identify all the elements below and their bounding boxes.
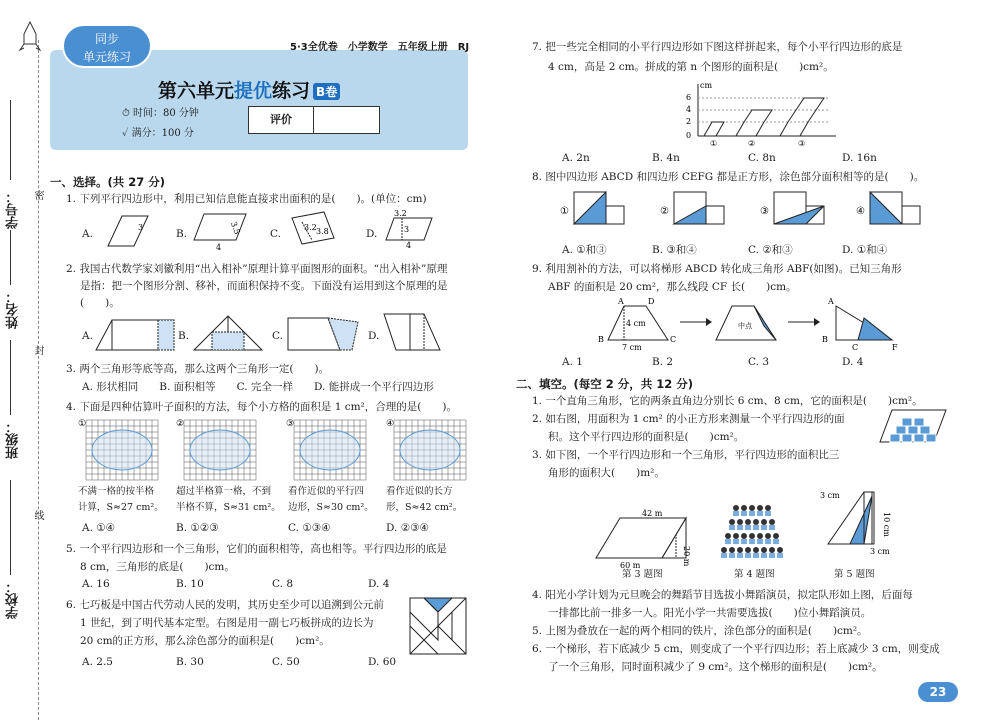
rocket-icon: [20, 22, 40, 52]
cap5: 第 5 题图: [834, 569, 875, 580]
q2-opt-b[interactable]: B.: [178, 330, 190, 342]
cap4: 第 4 题图: [734, 569, 775, 580]
section-1-heading: 一、选择。(共 27 分): [50, 175, 166, 189]
q2-figure-d: [384, 312, 444, 352]
svg-text:④: ④: [856, 206, 865, 217]
q2-figure-b: [194, 312, 264, 352]
q1-opt-a[interactable]: A.: [82, 228, 93, 240]
q5-opt-a[interactable]: A. 16: [82, 578, 110, 590]
svg-text:4: 4: [406, 241, 412, 250]
dancer: [753, 519, 759, 525]
q6-line2: 1 世纪，到了明代基本定型。右图是用一副七巧板拼成的边长为: [80, 617, 374, 629]
q7-line1: 7. 把一些完全相同的小平行四边形如下图这样拼起来，每个小平行四边形的底是: [532, 41, 903, 53]
q4-grids: [78, 416, 468, 482]
svg-text:3.5: 3.5: [228, 220, 242, 236]
f5-text: 5. 上图为叠放在一起的两个相同的铁片，涂色部分的面积是( )cm²。: [532, 625, 868, 637]
q9-line2: ABF 的面积是 20 cm²，那么线段 CF 长( )cm。: [548, 281, 797, 293]
q8-opt-b[interactable]: B. ③和④: [652, 244, 697, 256]
q8-figure-1: [560, 192, 624, 224]
school-field[interactable]: [10, 480, 11, 575]
svg-text:F: F: [892, 343, 898, 352]
f4-dancers: [712, 500, 792, 560]
name-label: 姓名：: [6, 290, 21, 329]
q1-figure-a: [108, 214, 148, 248]
dancer: [741, 533, 747, 539]
q4-c4-line2: 形，S≈42 cm²。: [386, 502, 463, 513]
class-field[interactable]: [10, 340, 11, 415]
q8-figure-4: [856, 192, 920, 224]
school-label: 学校：: [6, 580, 21, 619]
f6-line1: 6. 一个梯形，若下底减少 5 cm，则变成了一个平行四边形；若上底减少 3 cm，则变成: [532, 643, 940, 655]
f6-line2: 了一个三角形，同时面积减少了 9 cm²。这个梯形的面积是( )cm²。: [548, 661, 883, 673]
q2-figure-c: [288, 312, 358, 352]
cut-line: [38, 40, 39, 720]
q4-grid-num: ④: [386, 419, 395, 429]
dancer: [757, 505, 763, 511]
unit-square: [920, 426, 930, 434]
svg-text:3.2: 3.2: [304, 223, 317, 232]
f3-line1: 3. 如下图，一个平行四边形和一个三角形，平行四边形的面积比三: [532, 449, 840, 461]
q3-text: 3. 两个三角形等底等高，那么这两个三角形一定( )。: [66, 363, 330, 375]
q9-opt-b[interactable]: B. 2: [652, 356, 674, 368]
series-label: 5·3全优卷 小学数学 五年级上册 RJ: [290, 42, 470, 53]
svg-text:①: ①: [560, 206, 569, 217]
evaluation-box[interactable]: 评价: [248, 106, 380, 134]
svg-text:3: 3: [404, 225, 410, 234]
svg-text:7 cm: 7 cm: [622, 343, 642, 352]
q2-opt-a[interactable]: A.: [82, 330, 93, 342]
q7-line2: 4 cm，高是 2 cm。拼成的第 n 个图形的面积是( )cm²。: [548, 61, 834, 73]
unit-square: [914, 418, 924, 426]
q4-c3-line1: 看作近似的平行四: [288, 486, 365, 497]
f2-figure: [880, 408, 946, 444]
svg-text:3.8: 3.8: [316, 227, 329, 236]
dancer: [725, 533, 731, 539]
binding-gutter: [0, 0, 48, 726]
section-2-heading: 二、填空。(每空 2 分，共 12 分): [516, 377, 694, 391]
q4-grid-1: [78, 419, 158, 480]
q4-grid-num: ③: [286, 419, 295, 429]
f2-line1: 2. 如右图，用面积为 1 cm² 的小正方形来测量一个平行四边形的面: [532, 413, 845, 425]
q9-opt-c[interactable]: C. 3: [748, 356, 770, 368]
q3-options[interactable]: A. 形状相同 B. 面积相等 C. 完全一样 D. 能拼成一个平行四边形: [82, 381, 434, 393]
q4-c1-line2: 计算，S≈27 cm²。: [78, 502, 164, 513]
svg-text:3 cm: 3 cm: [820, 491, 840, 500]
unit-square: [902, 434, 912, 442]
q9-figure: [596, 298, 896, 352]
f3-figure: [596, 509, 692, 570]
svg-text:C: C: [852, 343, 859, 352]
q4-text: 4. 下面是四种估算叶子面积的方法，每个小方格的面积是 1 cm²，合理的是( )。: [66, 401, 457, 413]
dancer: [769, 519, 775, 525]
q1-opt-b[interactable]: B.: [176, 228, 188, 240]
q4-opt-b[interactable]: B. ①②③: [176, 522, 219, 534]
q5-opt-d[interactable]: D. 4: [368, 578, 390, 590]
q4-c2-line1: 超过半格算一格，不到: [176, 486, 272, 497]
q4-opt-a[interactable]: A. ①④: [82, 522, 116, 534]
dancer: [741, 505, 747, 511]
q4-opt-c[interactable]: C. ①③④: [288, 522, 331, 534]
unit-square: [896, 426, 906, 434]
q8-figures: [560, 188, 980, 234]
q4-opt-d[interactable]: D. ②③④: [386, 522, 429, 534]
q1-figure-c: [288, 212, 338, 246]
svg-text:中点: 中点: [738, 322, 752, 330]
svg-text:B: B: [598, 335, 604, 344]
q5-opt-b[interactable]: B. 10: [176, 578, 204, 590]
dancer: [777, 547, 783, 553]
q8-figure-2: [660, 192, 724, 224]
q4-c1-line1: 不满一格的按半格: [78, 486, 155, 497]
page-number: 23: [918, 682, 958, 702]
id-label: 学号：: [6, 190, 21, 229]
svg-text:60 m: 60 m: [620, 561, 641, 570]
f3-line2: 角形的面积大( )m²。: [548, 467, 665, 479]
mi-mark: 密: [32, 190, 43, 200]
svg-text:6: 6: [686, 93, 692, 102]
dancer: [737, 547, 743, 553]
dancer: [745, 547, 751, 553]
svg-text:A: A: [618, 297, 624, 306]
dancer: [745, 519, 751, 525]
svg-text:20 m: 20 m: [682, 546, 691, 567]
q1-text: 1. 下列平行四边形中，利用已知信息能直接求出面积的是( )。(单位：cm): [66, 193, 427, 205]
svg-text:4: 4: [216, 243, 222, 252]
q1-figure-b: [194, 212, 250, 250]
unit-square: [914, 434, 924, 442]
leaf-shape: [400, 430, 460, 470]
dancer: [761, 547, 767, 553]
q4-grid-num: ②: [176, 419, 185, 429]
q7-opt-b[interactable]: B. 4n: [652, 152, 680, 164]
svg-text:42 m: 42 m: [642, 509, 663, 518]
dancer: [769, 547, 775, 553]
dancer: [753, 547, 759, 553]
leaf-shape: [190, 430, 250, 470]
q4-grid-num: ①: [78, 419, 87, 429]
svg-text:②: ②: [748, 139, 756, 148]
q7-opt-a[interactable]: A. 2n: [562, 152, 590, 164]
svg-text:3: 3: [138, 223, 144, 232]
q6-opt-a[interactable]: A. 2.5: [82, 656, 113, 668]
q9-opt-a[interactable]: A. 1: [562, 356, 583, 368]
svg-text:D: D: [648, 297, 655, 306]
q6-line1: 6. 七巧板是中国古代劳动人民的发明，其历史至少可以追溯到公元前: [66, 599, 384, 611]
q7-figure: [678, 80, 838, 148]
svg-text:cm: cm: [700, 81, 713, 90]
q4-c3-line2: 边形，S≈30 cm²。: [288, 502, 374, 513]
svg-text:10 cm: 10 cm: [882, 512, 891, 537]
dancer: [765, 505, 771, 511]
name-field[interactable]: [10, 230, 11, 285]
svg-text:2: 2: [686, 117, 692, 126]
f5-figure: [820, 488, 900, 554]
dancer: [773, 533, 779, 539]
q8-opt-d[interactable]: D. ①和④: [842, 244, 888, 256]
dancer: [721, 547, 727, 553]
q8-opt-a[interactable]: A. ①和③: [562, 244, 607, 256]
q1-opt-c[interactable]: C.: [270, 228, 281, 240]
svg-text:4: 4: [686, 105, 692, 114]
unit-square: [902, 418, 912, 426]
svg-text:③: ③: [760, 206, 769, 217]
time-info: ⏱ 时间：80 分钟: [122, 108, 199, 119]
q1-opt-d[interactable]: D.: [366, 228, 378, 240]
f1-text: 1. 一个直角三角形，它的两条直角边分别长 6 cm、8 cm，它的面积是( )cm²。: [532, 395, 923, 407]
page-title: 第六单元提优练习 B卷: [158, 76, 340, 103]
f2-line2: 积。这个平行四边形的面积是( )cm²。: [548, 431, 745, 443]
q2-opt-d[interactable]: D.: [368, 330, 380, 342]
dancer: [737, 519, 743, 525]
id-field[interactable]: [10, 100, 11, 180]
q4-grid-4: [386, 419, 466, 480]
q6-tangram: [410, 598, 466, 654]
leaf-shape: [300, 430, 360, 470]
q6-opt-d[interactable]: D. 60: [368, 656, 397, 668]
q6-opt-b[interactable]: B. 30: [176, 656, 204, 668]
leaf-shape: [92, 430, 152, 470]
q2-opt-c[interactable]: C.: [272, 330, 283, 342]
svg-text:4 cm: 4 cm: [626, 319, 646, 328]
dancer: [733, 505, 739, 511]
q5-line2: 8 cm，三角形的底是( )cm。: [80, 561, 235, 573]
f4-line1: 4. 阳光小学计划为元旦晚会的舞蹈节目选拔小舞蹈演员，拟定队形如上图，后面每: [532, 589, 913, 601]
dancer: [757, 533, 763, 539]
dancer: [733, 533, 739, 539]
svg-text:A: A: [828, 297, 834, 306]
q9-opt-d[interactable]: D. 4: [842, 356, 864, 368]
q2-figure-a: [96, 318, 176, 352]
q8-opt-c[interactable]: C. ②和③: [748, 244, 793, 256]
q6-opt-c[interactable]: C. 50: [272, 656, 300, 668]
q2-line1: 2. 我国古代数学家刘徽利用“出入相补”原理计算平面图形的面积。“出入相补”原理: [66, 263, 448, 275]
q4-c4-line1: 看作近似的长方: [386, 486, 453, 497]
q8-text: 8. 图中四边形 ABCD 和四边形 CEFG 都是正方形，涂色部分面积相等的是( )。: [532, 171, 925, 183]
svg-text:3 cm: 3 cm: [870, 547, 890, 556]
svg-text:C: C: [670, 335, 677, 344]
q7-opt-d[interactable]: D. 16n: [842, 152, 877, 164]
q4-grid-2: [176, 419, 256, 480]
svg-text:③: ③: [798, 139, 806, 148]
unit-square: [908, 426, 918, 434]
q7-opt-c[interactable]: C. 8n: [748, 152, 776, 164]
q2-line3: ( )。: [80, 297, 120, 309]
dancer: [749, 505, 755, 511]
unit-square: [890, 434, 900, 442]
q4-grid-3: [286, 419, 366, 480]
xian-mark: 线: [32, 510, 43, 520]
score-info: ✓ 满分：100 分: [122, 128, 194, 139]
svg-text:②: ②: [660, 206, 669, 217]
feng-mark: 封: [32, 345, 43, 355]
dancer: [729, 547, 735, 553]
class-label: 班级：: [6, 420, 21, 459]
sync-badge: 同步 单元练习: [62, 24, 152, 68]
q4-c2-line2: 半格不算，S≈31 cm²。: [176, 502, 281, 513]
dancer: [749, 533, 755, 539]
svg-text:B: B: [822, 335, 828, 344]
dancer: [761, 519, 767, 525]
q1-figure-d: [384, 208, 436, 248]
svg-text:①: ①: [710, 139, 718, 148]
dancer: [765, 533, 771, 539]
unit-square: [926, 434, 936, 442]
q6-line3: 20 cm的正方形，那么涂色部分的面积是( )cm²。: [80, 635, 330, 647]
q2-line2: 是指：把一个图形分割、移补，而面积保持不变。下面没有运用到这个原理的是: [80, 280, 448, 292]
svg-text:3.2: 3.2: [394, 209, 407, 218]
q9-line1: 9. 利用割补的方法，可以将梯形 ABCD 转化成三角形 ABF(如图)。已知三角形: [532, 263, 902, 275]
q5-opt-c[interactable]: C. 8: [272, 578, 294, 590]
q5-line1: 5. 一个平行四边形和一个三角形，它们的面积相等，高也相等。平行四边形的底是: [66, 543, 447, 555]
cap3: 第 3 题图: [622, 569, 663, 580]
dancer: [729, 519, 735, 525]
q8-figure-3: [760, 192, 824, 224]
f4-line2: 一排都比前一排多一人。阳光小学一共需要选拔( )位小舞蹈演员。: [548, 607, 872, 619]
svg-text:0: 0: [686, 131, 692, 140]
